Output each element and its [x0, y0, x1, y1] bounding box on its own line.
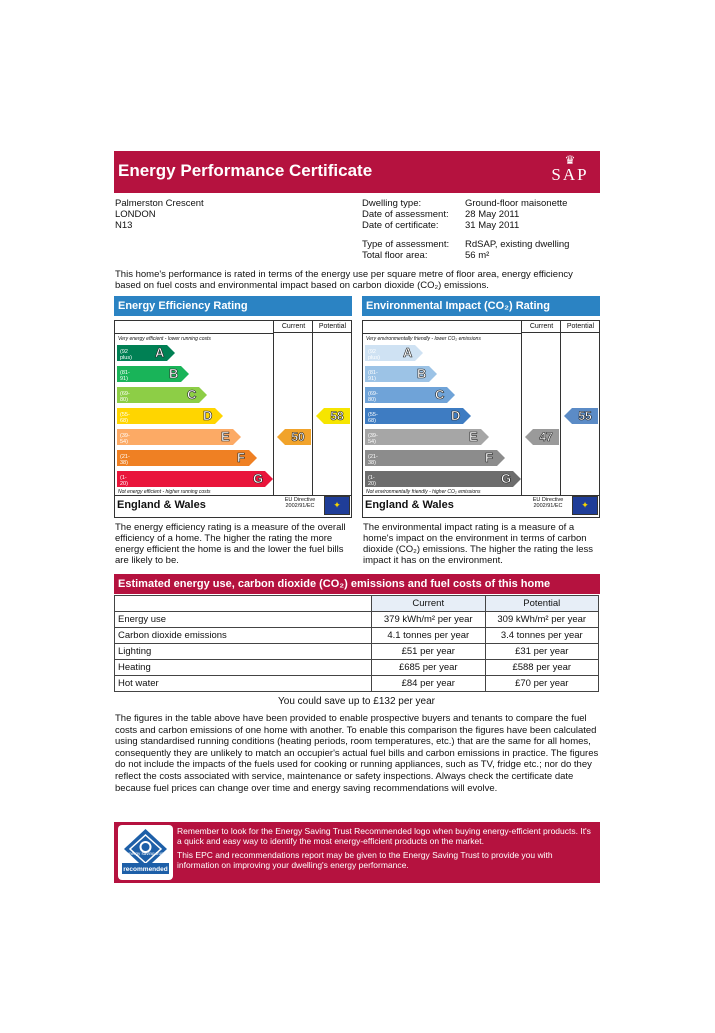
band-letter: E [469, 429, 478, 444]
potential-value: £31 per year [485, 644, 599, 660]
table-header-row [115, 596, 599, 612]
current-rating-arrow [277, 429, 313, 445]
bottom-note: Not energy efficient - higher running costs [118, 489, 211, 495]
rating-value: 58 [324, 408, 350, 424]
top-note: Very environmentally friendly - lower CO₂ emissions [366, 336, 481, 342]
est-banner-text [177, 826, 595, 870]
est-line-2: This EPC and recommendations report may be given to the Energy Saving Trust to provide you with information on improving your dwelling's energy performance. [177, 850, 553, 870]
logo-bottom-text: recommended [123, 866, 168, 873]
sap-logo-text: SAP [551, 165, 589, 184]
band-range: (92 plus) [368, 349, 380, 361]
eu-flag-icon: ✦ [572, 496, 598, 515]
details-labels [362, 198, 449, 261]
current-value: £685 per year [372, 660, 486, 676]
band-range: (81-91) [120, 370, 130, 382]
band-letter: C [435, 387, 445, 402]
table-row [115, 644, 599, 660]
energy-rating-heading: Energy Efficiency Rating [114, 296, 352, 316]
current-rating-arrow [525, 429, 561, 445]
detail-label: Date of certificate: [362, 220, 439, 231]
band-range: (21-38) [120, 454, 130, 466]
band-range: (1-20) [368, 475, 376, 487]
detail-label: Total floor area: [362, 250, 428, 261]
row-label: Lighting [115, 644, 372, 660]
potential-rating-arrow [316, 408, 352, 424]
costs-table [114, 595, 599, 692]
page-title: Energy Performance Certificate [118, 161, 373, 180]
savings-text: You could save up to £132 per year [278, 696, 435, 707]
potential-value: 3.4 tonnes per year [485, 628, 599, 644]
band-letter: E [221, 429, 230, 444]
detail-value: 56 m² [465, 250, 490, 261]
table-row [115, 628, 599, 644]
band-range: (69-80) [368, 391, 378, 403]
rating-value: 47 [533, 429, 559, 445]
table-row [115, 676, 599, 692]
table-row [115, 612, 599, 628]
band-letter: B [417, 366, 427, 381]
band-letter: A [155, 345, 165, 360]
current-column-header: Current [273, 321, 313, 333]
detail-label: Date of assessment: [362, 209, 449, 220]
potential-value: £588 per year [485, 660, 599, 676]
band-range: (92 plus) [120, 349, 132, 361]
current-value: £84 per year [372, 676, 486, 692]
band-range: (39-54) [120, 433, 130, 445]
rating-value: 55 [572, 408, 598, 424]
band-letter: G [253, 471, 264, 486]
energy-rating-chart [114, 320, 352, 518]
potential-value: 309 kWh/m² per year [485, 612, 599, 628]
region-label: England & Wales [365, 499, 454, 511]
sap-logo [546, 154, 594, 190]
rating-value: 50 [285, 429, 311, 445]
band-range: (1-20) [120, 475, 128, 487]
band-letter: G [501, 471, 512, 486]
potential-column-header: Potential [312, 321, 352, 333]
band-letter: D [451, 408, 461, 423]
eu-directive: EU Directive 2002/91/EC [284, 497, 316, 509]
address-line: N13 [115, 220, 133, 231]
energy-saving-trust-logo [118, 825, 173, 880]
band-letter: C [187, 387, 197, 402]
environment-rating-chart [362, 320, 600, 518]
band-letter: D [203, 408, 213, 423]
row-label: Heating [115, 660, 372, 676]
band-letter: B [169, 366, 179, 381]
eu-flag-icon: ✦ [324, 496, 350, 515]
certificate-title-bar [114, 151, 600, 193]
logo-top-text: energy saving trust [126, 851, 165, 856]
eu-directive: EU Directive 2002/91/EC [532, 497, 564, 509]
band-range: (39-54) [368, 433, 378, 445]
detail-value: RdSAP, existing dwelling [465, 239, 570, 250]
band-range: (21-38) [368, 454, 378, 466]
detail-value: 28 May 2011 [465, 209, 520, 220]
detail-value: Ground-floor maisonette [465, 198, 568, 209]
band-range: (55-68) [368, 412, 378, 424]
band-letter: A [403, 345, 413, 360]
table-row [115, 660, 599, 676]
row-label: Energy use [115, 612, 372, 628]
details-values [465, 198, 569, 261]
detail-value: 31 May 2011 [465, 220, 520, 231]
band-range: (81-91) [368, 370, 378, 382]
address-line: Palmerston Crescent [115, 198, 204, 209]
band-range: (55-68) [120, 412, 130, 424]
environment-rating-description: The environmental impact rating is a measure of a home's impact on the environment in terms of carbon dioxide (CO₂) emissions. The higher the rating the less impact it has on the environment. [363, 522, 594, 566]
intro-text: This home's performance is rated in terms of the energy use per square metre of floor area, energy efficiency based on fuel costs and environmental impact based on carbon dioxide (CO₂) emissions. [115, 269, 573, 291]
current-column-header: Current [372, 596, 486, 612]
address-block [115, 198, 204, 231]
address-line: LONDON [115, 209, 156, 220]
environment-rating-heading: Environmental Impact (CO₂) Rating [362, 296, 600, 316]
crown-icon: ♛ [564, 153, 576, 167]
explanation-paragraph: The figures in the table above have been provided to enable prospective buyers and tenants to compare the fuel costs and carbon emissions of one home with another. To enable this comparison the figures have been calculated using standardised running conditions (heating periods, room temperatures, etc.) that are the same for all homes, consequently they are unlikely to match an occupier's actual fuel bills and carbon emissions in practice. The figures do not include the impacts of the fuels used for cooking or running appliances, such as TV, fridge etc.; nor do they reflect the costs associated with service, maintenance or safety inspections. Always check the certificate date because fuel prices can change over time and energy saving recommendations will evolve. [115, 713, 599, 794]
region-label: England & Wales [117, 499, 206, 511]
potential-column-header: Potential [485, 596, 599, 612]
row-label: Hot water [115, 676, 372, 692]
potential-rating-arrow [564, 408, 600, 424]
band-range: (69-80) [120, 391, 130, 403]
bottom-note: Not environmentally friendly - higher CO₂ emissions [366, 489, 481, 495]
potential-value: £70 per year [485, 676, 599, 692]
current-value: 4.1 tonnes per year [372, 628, 486, 644]
band-letter: F [485, 450, 493, 465]
top-note: Very energy efficient - lower running costs [118, 336, 211, 342]
est-banner [114, 822, 600, 883]
detail-label: Type of assessment: [362, 239, 450, 250]
estimated-costs-heading: Estimated energy use, carbon dioxide (CO₂) emissions and fuel costs of this home [114, 574, 600, 594]
band-letter: F [237, 450, 245, 465]
est-line-1: Remember to look for the Energy Saving Trust Recommended logo when buying energy-efficient products. It's a quick and easy way to identify the most energy-efficient products on the market. [177, 826, 591, 846]
energy-rating-description: The energy efficiency rating is a measure of the overall efficiency of a home. The higher the rating the more energy efficient the home is and the lower the fuel bills are likely to be. [115, 522, 346, 566]
detail-label: Dwelling type: [362, 198, 422, 209]
current-value: £51 per year [372, 644, 486, 660]
potential-column-header: Potential [560, 321, 600, 333]
current-value: 379 kWh/m² per year [372, 612, 486, 628]
current-column-header: Current [521, 321, 561, 333]
row-label: Carbon dioxide emissions [115, 628, 372, 644]
